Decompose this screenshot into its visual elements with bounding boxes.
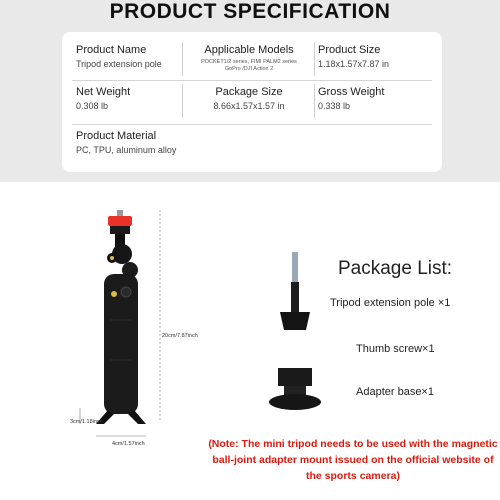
width-top-dimension-label: 3cm/1.18inch [70, 419, 103, 425]
net-weight-label: Net Weight [76, 86, 131, 98]
product-size-value: 1.18x1.57x7.87 in [318, 59, 390, 69]
spec-net-weight [76, 86, 186, 112]
package-item: Adapter base×1 [356, 386, 434, 398]
package-item: Tripod extension pole ×1 [330, 297, 451, 309]
spec-title: PRODUCT SPECIFICATION [109, 0, 391, 23]
spec-product-size [318, 44, 438, 70]
adapter-prongs [278, 368, 312, 386]
applicable-models-line2: GoPro /DJI Action 2 [224, 66, 274, 72]
spec-card [62, 32, 442, 172]
divider [72, 124, 432, 125]
package-list-title: Package List: [338, 258, 453, 279]
package-size-label: Package Size [215, 86, 283, 98]
applicable-models-label: Applicable Models [204, 44, 294, 56]
adapter-base-disc [269, 394, 321, 410]
product-name-label: Product Name [76, 44, 147, 56]
spec-product-material [76, 130, 376, 156]
thumb-screw-head [280, 312, 310, 330]
spec-package-size [184, 86, 314, 112]
net-weight-value: 0.308 lb [76, 101, 109, 111]
spec-product-name [76, 44, 186, 70]
tripod-screw [117, 210, 123, 216]
product-material-value: PC, TPU, aluminum alloy [76, 145, 177, 155]
tripod-knob-center [110, 256, 114, 260]
spec-panel [0, 0, 500, 182]
tripod-head [110, 226, 130, 234]
tripod-illustration [60, 210, 210, 450]
gross-weight-label: Gross Weight [318, 86, 385, 98]
spec-gross-weight [318, 86, 438, 112]
tripod-logo [121, 287, 131, 297]
height-dimension-label: 20cm/7.87inch [162, 333, 198, 339]
package-item: Thumb screw×1 [356, 343, 435, 355]
divider [182, 84, 183, 118]
tripod-red-plate [108, 216, 132, 226]
usage-note: (Note: The mini tripod needs to be used with the magnetic ball-joint adapter mount issued on the official website of the sports camera) [208, 438, 498, 482]
applicable-models-line1: POCKET1/2 series, FIMI PALM2 series [201, 59, 297, 65]
thumb-screw-shaft [291, 282, 299, 312]
package-illustrations [260, 250, 330, 430]
product-name-value: Tripod extension pole [76, 59, 162, 69]
package-size-value: 8.66x1.57x1.57 in [213, 101, 285, 111]
spec-applicable-models [184, 44, 314, 73]
divider [314, 84, 315, 118]
gross-weight-value: 0.338 lb [318, 101, 351, 111]
product-size-label: Product Size [318, 44, 381, 56]
thumb-screw-thread [292, 252, 298, 282]
divider [182, 42, 183, 76]
width-bottom-dimension-label: 4cm/1.57inch [112, 441, 145, 447]
divider [72, 80, 432, 81]
tripod-screw-hole [111, 291, 117, 297]
product-material-label: Product Material [76, 130, 157, 142]
divider [314, 42, 315, 76]
tripod-grip [104, 274, 138, 414]
